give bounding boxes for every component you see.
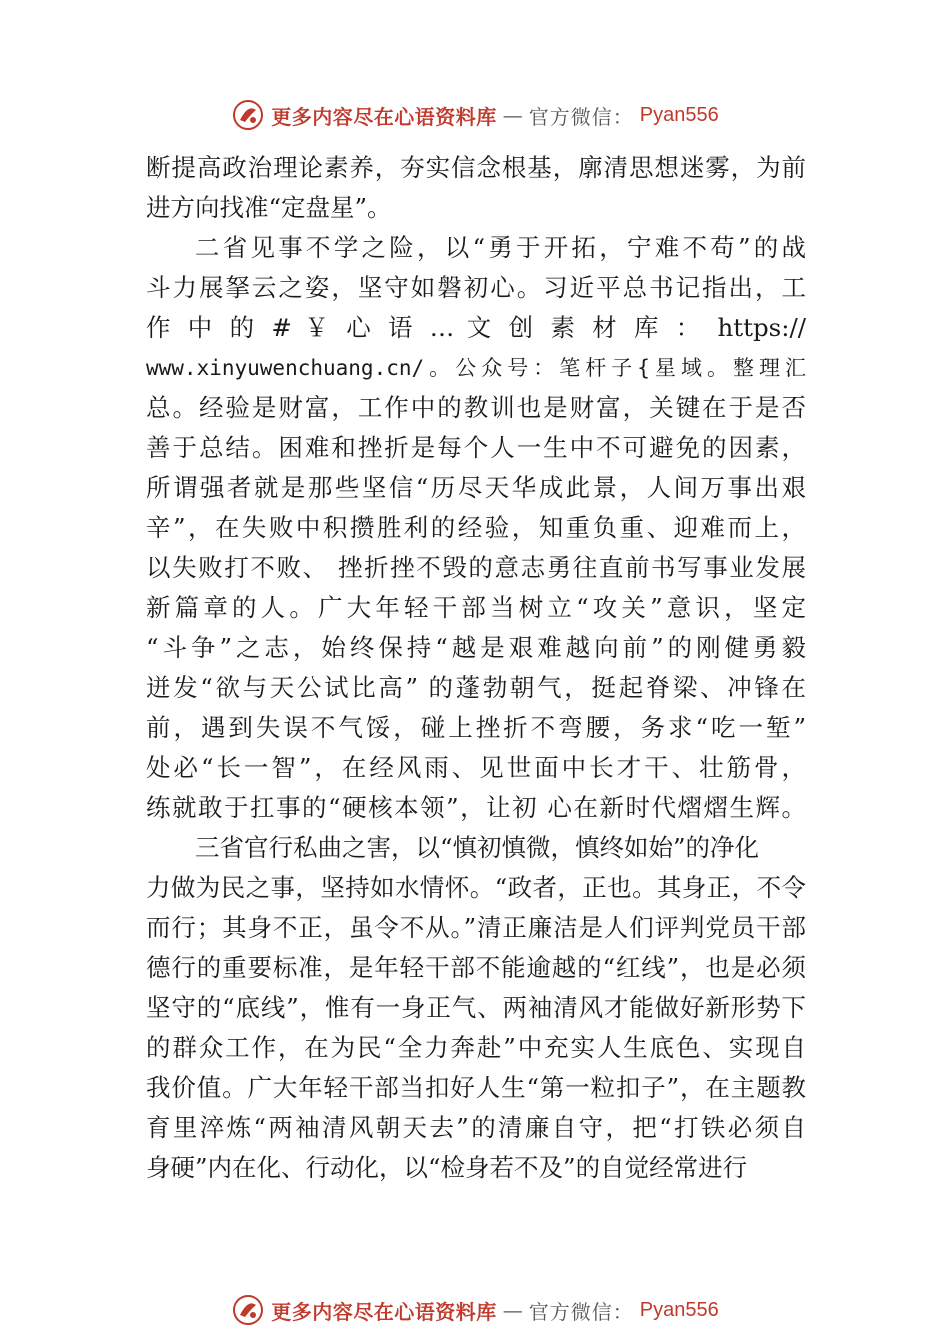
banner-separator: — bbox=[502, 1298, 523, 1322]
logo-icon bbox=[231, 1293, 265, 1327]
banner-wechat-label: 官方微信： bbox=[528, 1299, 634, 1324]
text-line: 处必“长一智”，在经风雨、见世面中长才干、壮筋骨， bbox=[146, 753, 806, 782]
text-line: 身硬”内在化、行动化，以“检身若不及”的自觉经常进行 bbox=[146, 1153, 748, 1182]
logo-icon bbox=[231, 98, 265, 132]
text-line: 善于总结。困难和挫折是每个人一生中不可避免的因素， bbox=[146, 433, 806, 462]
text-line: 所谓强者就是那些坚信“历尽天华成此景，人间万事出艰 bbox=[146, 473, 806, 502]
text-line: 迸发“欲与天公试比高” 的蓬勃朝气，挺起脊梁、冲锋在 bbox=[146, 673, 806, 702]
text-line: 而行；其身不正，虽令不从。”清正廉洁是人们评判党员干部 bbox=[146, 913, 806, 942]
text-line: 二省见事不学之险，以“勇于开拓，宁难不苟”的战 bbox=[195, 233, 806, 262]
text-line: 断提高政治理论素养，夯实信念根基，廓清思想迷雾，为前 bbox=[146, 153, 806, 182]
text-line: 我价值。广大年轻干部当扣好人生“第一粒扣子”，在主题教 bbox=[146, 1073, 806, 1102]
banner-separator: — bbox=[502, 103, 523, 127]
banner-title: 更多内容尽在心语资料库 bbox=[271, 1299, 497, 1324]
text-line: 以失败打不败、 挫折挫不毁的意志勇往直前书写事业发展 bbox=[146, 553, 806, 582]
text-line: 新篇章的人。广大年轻干部当树立“攻关”意识，坚定 bbox=[146, 593, 806, 622]
text-line: 力做为民之事，坚持如水情怀。“政者，正也。其身正，不令 bbox=[146, 873, 806, 902]
text-line: 辛”，在失败中积攒胜利的经验，知重负重、迎难而上， bbox=[146, 513, 806, 542]
document-body bbox=[146, 148, 806, 1188]
text-line: “斗争”之志，始终保持“越是艰难越向前”的刚健勇毅 bbox=[146, 633, 806, 662]
text-line: 进方向找准“定盘星”。 bbox=[146, 193, 392, 222]
text-line: 练就敢于扛事的“硬核本领”，让初 心在新时代熠熠生辉。 bbox=[146, 793, 806, 822]
header-banner bbox=[0, 95, 950, 135]
text-line: www.xinyuwenchuang.cn/。公众号：笔杆子{星域。整理汇 bbox=[146, 356, 806, 380]
banner-wechat-label: 官方微信： bbox=[528, 104, 634, 129]
banner-wechat-id: Pyan556 bbox=[639, 103, 719, 126]
text-line: 德行的重要标准，是年轻干部不能逾越的“红线”，也是必须 bbox=[146, 953, 806, 982]
text-line: 作 中 的 # ￥ 心 语 … 文 创 素 材 库 ： https:// bbox=[146, 313, 806, 342]
banner-wechat-id: Pyan556 bbox=[639, 1298, 719, 1321]
text-line: 三省官行私曲之害，以“慎初慎微，慎终如始”的净化 bbox=[195, 833, 760, 862]
text-line: 前，遇到失误不气馁，碰上挫折不弯腰，务求“吃一堑” bbox=[146, 713, 806, 742]
footer-banner bbox=[0, 1290, 950, 1330]
banner-title: 更多内容尽在心语资料库 bbox=[271, 104, 497, 129]
text-line: 斗力展拏云之姿，坚守如磐初心。习近平总书记指出，工 bbox=[146, 273, 806, 302]
text-line: 总。经验是财富，工作中的教训也是财富，关键在于是否 bbox=[146, 393, 806, 422]
text-line: 坚守的“底线”，惟有一身正气、两袖清风才能做好新形势下 bbox=[146, 993, 806, 1022]
text-line: 育里淬炼“两袖清风朝天去”的清廉自守，把“打铁必须自 bbox=[146, 1113, 806, 1142]
text-line: 的群众工作，在为民“全力奔赴”中充实人生底色、实现自 bbox=[146, 1033, 806, 1062]
